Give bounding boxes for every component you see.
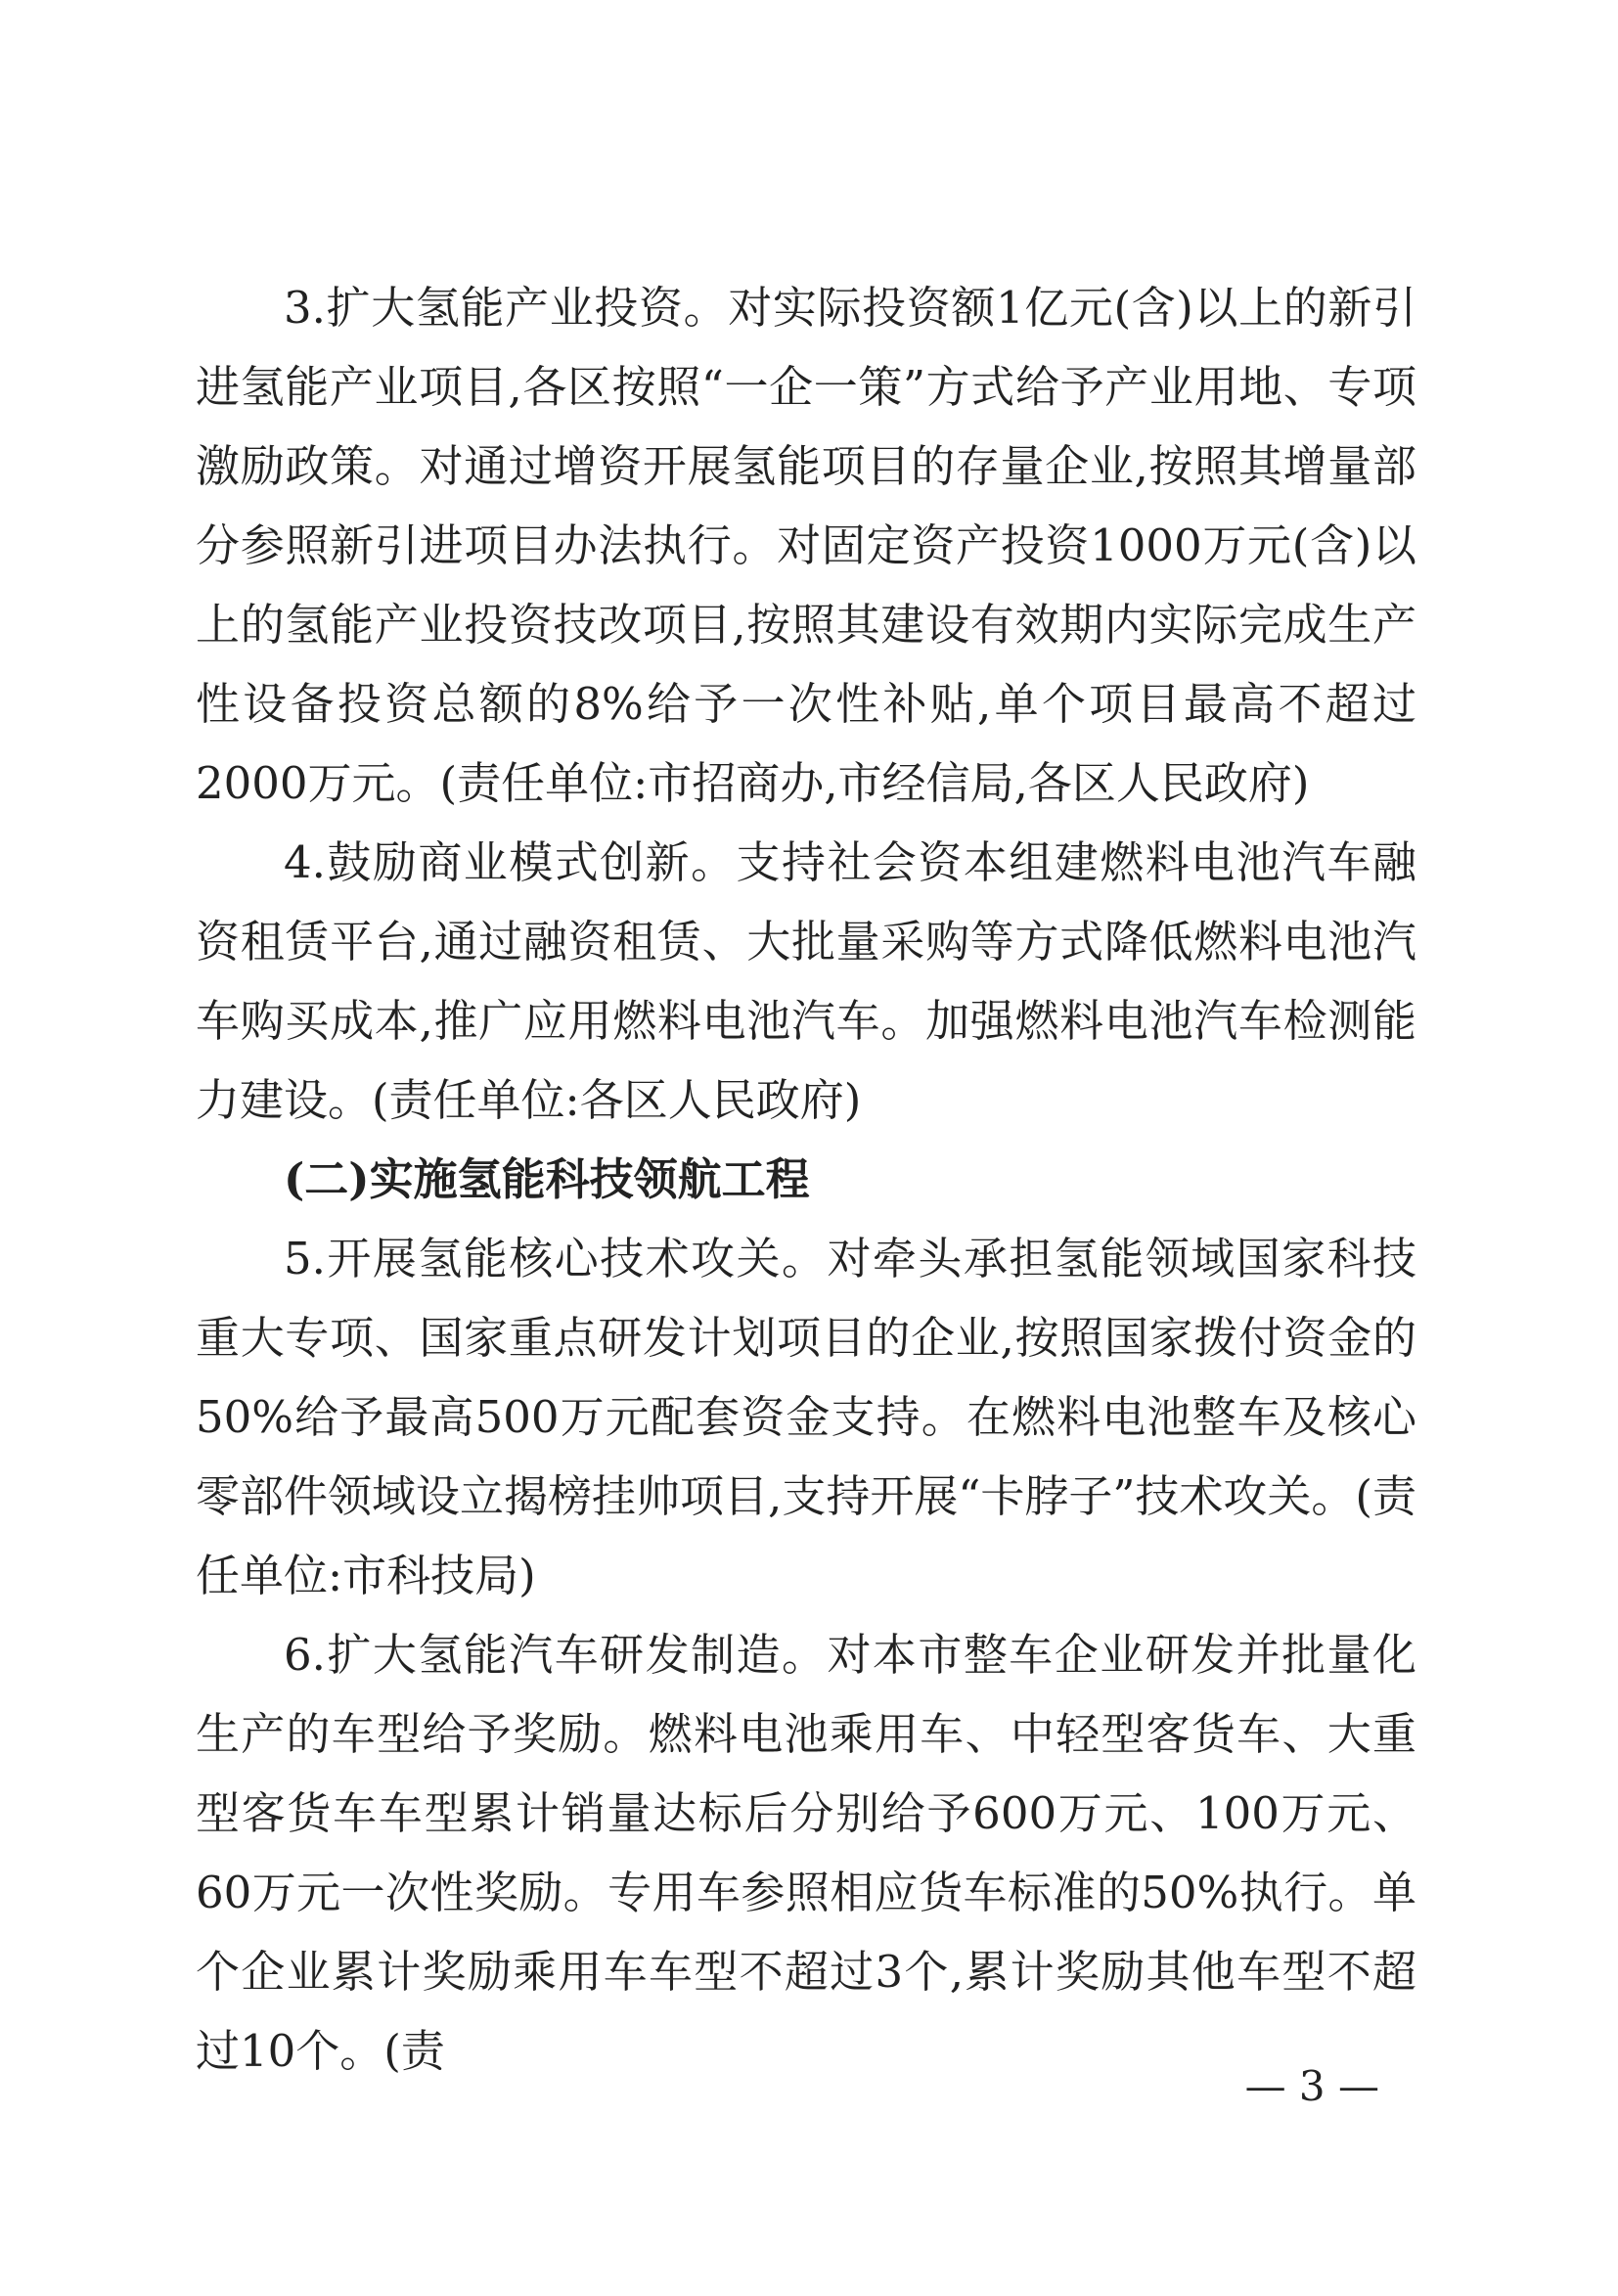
page-number: — 3 — (1244, 2062, 1379, 2110)
section-heading: (二)实施氢能科技领航工程 (284, 1153, 810, 1205)
paragraph-item-5: 5.开展氢能核心技术攻关。对牵头承担氢能领域国家科技重大专项、国家重点研发计划项目的企业,按照国家拨付资金的50%给予最高500万元配套资金支持。在燃料电池整车及核心零部件领域设立揭榜挂帅项目,支持开展“卡脖子”技术攻关。(责任单位:市科技局) (196, 1233, 1416, 1601)
document-body (196, 268, 1416, 2091)
paragraph-item-6: 6.扩大氢能汽车研发制造。对本市整车企业研发并批量化生产的车型给予奖励。燃料电池乘用车、中轻型客货车、大重型客货车车型累计销量达标后分别给予600万元、100万元、60万元一次性奖励。专用车参照相应货车标准的50%执行。单个企业累计奖励乘用车车型不超过3个,累计奖励其他车型不超过10个。(责 (196, 1629, 1416, 2077)
paragraph-item-4: 4.鼓励商业模式创新。支持社会资本组建燃料电池汽车融资租赁平台,通过融资租赁、大批量采购等方式降低燃料电池汽车购买成本,推广应用燃料电池汽车。加强燃料电池汽车检测能力建设。(责任单位:各区人民政府) (196, 836, 1416, 1126)
paragraph-item-3: 3.扩大氢能产业投资。对实际投资额1亿元(含)以上的新引进氢能产业项目,各区按照“一企一策”方式给予产业用地、专项激励政策。对通过增资开展氢能项目的存量企业,按照其增量部分参照新引进项目办法执行。对固定资产投资1000万元(含)以上的氢能产业投资技改项目,按照其建设有效期内实际完成生产性设备投资总额的8%给予一次性补贴,单个项目最高不超过2000万元。(责任单位:市招商办,市经信局,各区人民政府) (196, 282, 1416, 809)
